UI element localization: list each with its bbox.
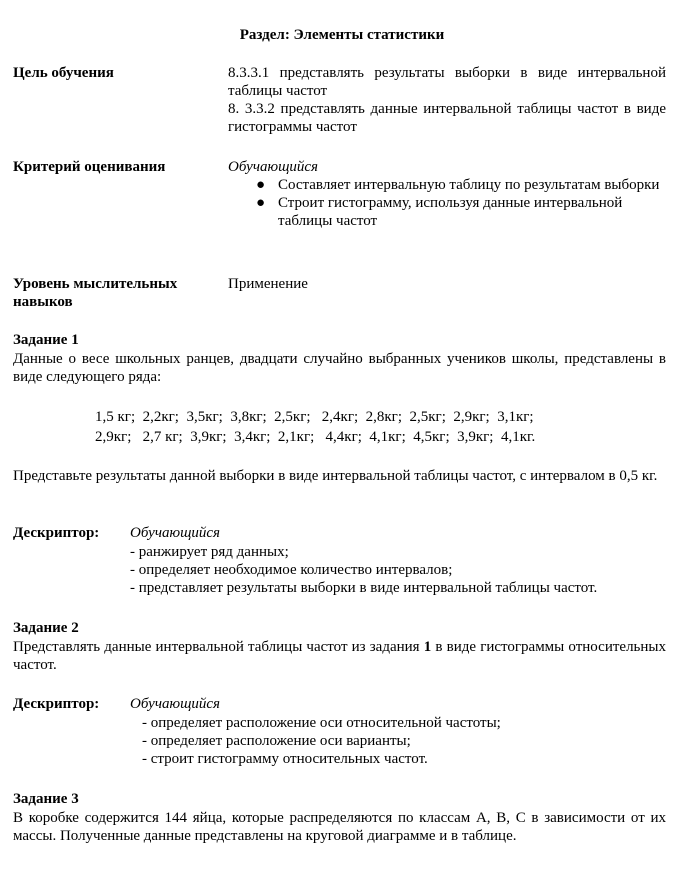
criterion-item: ● Составляет интервальную таблицу по результатам выборки [256, 177, 660, 193]
descriptor2-intro: Обучающийся [130, 696, 221, 712]
descriptor1-label: Дескриптор: [13, 525, 100, 541]
task1-data-line-1: 1,5 кг; 2,2кг; 3,5кг; 3,8кг; 2,5кг; 2,4кг; 2,8кг; 2,5кг; 2,9кг; 3,1кг; [95, 409, 534, 425]
thinking-label: Уровень мыслительных навыков [13, 276, 178, 310]
task1-text: Данные о весе школьных ранцев, двадцати случайно выбранных учеников школы, представлены в виде следующего ряда: [13, 351, 666, 385]
objective-text [228, 64, 666, 136]
task1-instruction: Представьте результаты данной выборки в виде интервальной таблицы частот, с интервалом в 0,5 кг. [13, 468, 658, 484]
objective-line-2: 8. 3.3.2 представлять данные интервальной таблицы частот в виде гистограммы частот [228, 101, 666, 135]
descriptor2-item: - строит гистограмму относительных частот. [142, 751, 428, 767]
descriptor1-intro: Обучающийся [130, 525, 221, 541]
descriptor2-list [142, 714, 501, 768]
task1-title: Задание 1 [13, 332, 79, 348]
descriptor1-item: - представляет результаты выборки в виде интервальной таблицы частот. [130, 580, 598, 596]
task2-title: Задание 2 [13, 620, 79, 636]
task3-text: В коробке содержится 144 яйца, которые распределяются по классам A, B, C в зависимости от их массы. Полученные данные представлены на круговой диаграмме и в таблице. [13, 810, 666, 844]
section-title: Раздел: Элементы статистики [239, 27, 445, 43]
criterion-intro: Обучающийся [228, 159, 319, 175]
criterion-list [252, 176, 666, 230]
task3-title: Задание 3 [13, 791, 79, 807]
objective-label: Цель обучения [13, 65, 114, 81]
criterion-item: ● Строит гистограмму, используя данные интервальной таблицы частот [256, 195, 623, 229]
task2-text: Представлять данные интервальной таблицы частот из задания 1 в виде гистограммы относительных частот. [13, 639, 666, 673]
descriptor1-item: - определяет необходимое количество интервалов; [130, 562, 453, 578]
descriptor2-label: Дескриптор: [13, 696, 100, 712]
task1-data-line-2: 2,9кг; 2,7 кг; 3,9кг; 3,4кг; 2,1кг; 4,4кг; 4,1кг; 4,5кг; 3,9кг; 4,1кг. [95, 429, 536, 445]
descriptor2-item: - определяет расположение оси относительной частоты; [142, 715, 501, 731]
thinking-value: Применение [228, 276, 308, 292]
criterion-label: Критерий оценивания [13, 159, 166, 175]
descriptor1-list [130, 543, 597, 597]
descriptor2-item: - определяет расположение оси варианты; [142, 733, 411, 749]
objective-line-1: 8.3.3.1 представлять результаты выборки в виде интервальной таблицы частот [228, 65, 666, 99]
descriptor1-item: - ранжирует ряд данных; [130, 544, 289, 560]
criterion-block [228, 158, 666, 230]
